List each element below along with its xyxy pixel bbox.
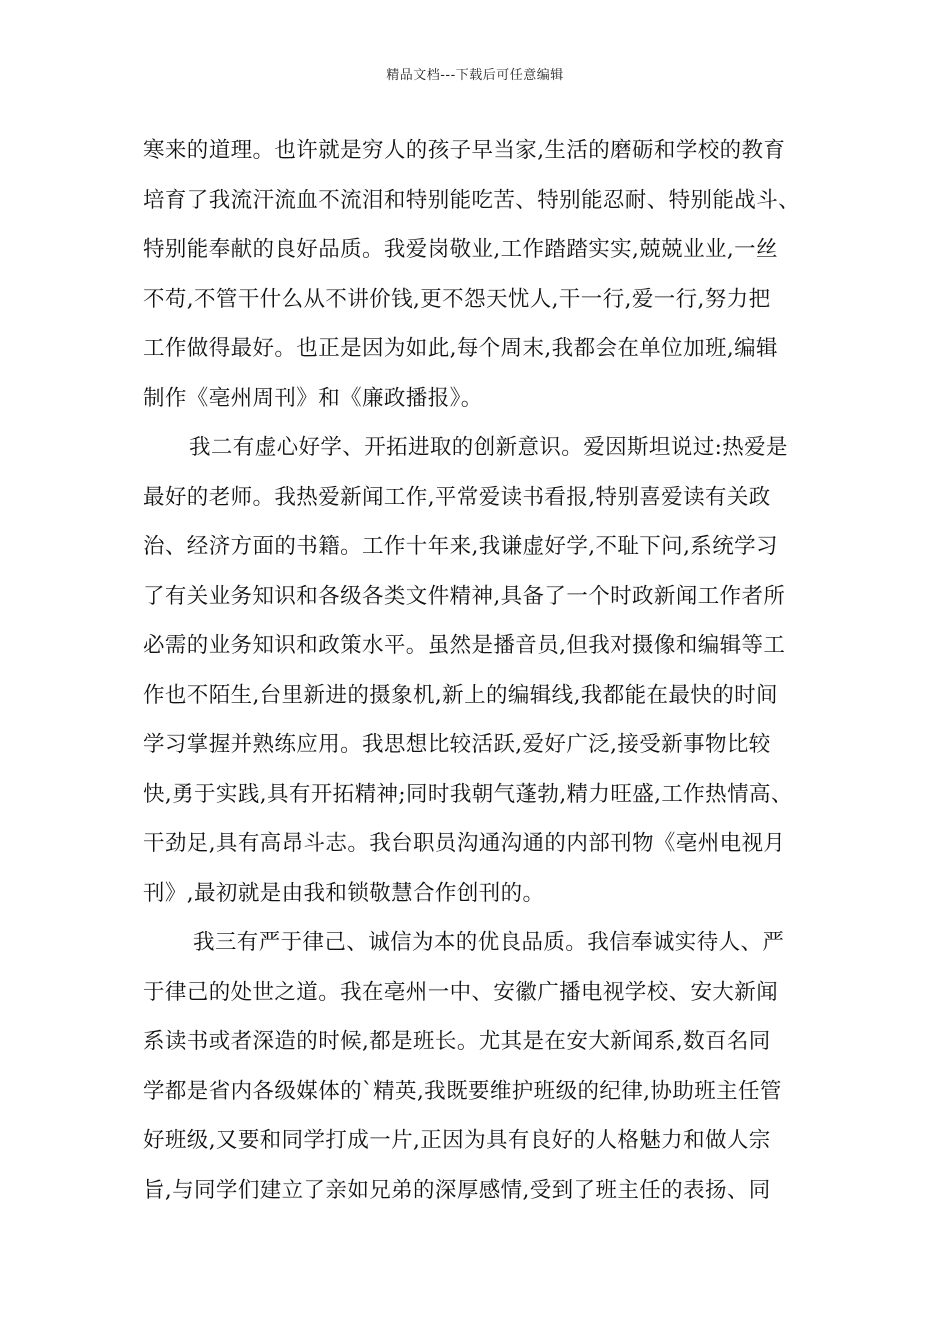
- text-line: 寒来的道理。也许就是穷人的孩子早当家,生活的磨砺和学校的教育: [143, 138, 786, 163]
- text-line: 培育了我流汗流血不流泪和特别能吃苦、特别能忍耐、特别能战斗、: [143, 187, 801, 213]
- text-line: 刊》,最初就是由我和锁敬慧合作创刊的。: [143, 880, 545, 906]
- text-line: 学习掌握并熟练应用。我思想比较活跃,爱好广泛,接受新事物比较: [143, 732, 771, 757]
- text-line: 旨,与同学们建立了亲如兄弟的深厚感情,受到了班主任的表扬、同: [143, 1177, 771, 1203]
- paragraph-1: [143, 126, 815, 423]
- text-line: 作也不陌生,台里新进的摄象机,新上的编辑线,我都能在最快的时间: [143, 682, 778, 708]
- text-line: 于律己的处世之道。我在亳州一中、安徽广播电视学校、安大新闻: [143, 979, 779, 1005]
- text-line: 工作做得最好。也正是因为如此,每个周末,我都会在单位加班,编辑: [143, 336, 778, 361]
- text-line: 了有关业务知识和各级各类文件精神,具备了一个时政新闻工作者所: [143, 583, 786, 609]
- text-line: 治、经济方面的书籍。工作十年来,我谦虚好学,不耻下问,系统学习: [143, 534, 778, 559]
- text-line: 制作《亳州周刊》和《廉政播报》。: [143, 385, 483, 411]
- text-line: 系读书或者深造的时候,都是班长。尤其是在安大新闻系,数百名同: [143, 1029, 771, 1054]
- text-line: 快,勇于实践,具有开拓精神;同时我朝气蓬勃,精力旺盛,工作热情高、: [143, 781, 793, 807]
- text-line: 我二有虚心好学、开拓进取的创新意识。爱因斯坦说过:热爱是: [189, 435, 788, 460]
- document-body: [143, 126, 815, 1215]
- text-line: 不苟,不管干什么从不讲价钱,更不怨天忧人,干一行,爱一行,努力把: [143, 286, 771, 312]
- text-line: 最好的老师。我热爱新闻工作,平常爱读书看报,特别喜爱读有关政: [143, 484, 771, 510]
- text-line: 好班级,又要和同学打成一片,正因为具有良好的人格魅力和做人宗: [143, 1128, 771, 1153]
- text-line: 特别能奉献的良好品质。我爱岗敬业,工作踏踏实实,兢兢业业,一丝: [143, 237, 778, 262]
- page-header: 精品文档---下载后可任意编辑: [386, 68, 564, 83]
- text-line: 我三有严于律己、诚信为本的优良品质。我信奉诚实待人、严: [193, 930, 785, 955]
- text-line: 必需的业务知识和政策水平。虽然是播音员,但我对摄像和编辑等工: [143, 633, 786, 658]
- text-line: 学都是省内各级媒体的`精英,我既要维护班级的纪律,协助班主任管: [143, 1078, 782, 1104]
- paragraph-2: [143, 423, 815, 918]
- paragraph-3: [143, 918, 815, 1215]
- text-line: 干劲足,具有高昂斗志。我台职员沟通沟通的内部刊物《亳州电视月: [143, 831, 786, 856]
